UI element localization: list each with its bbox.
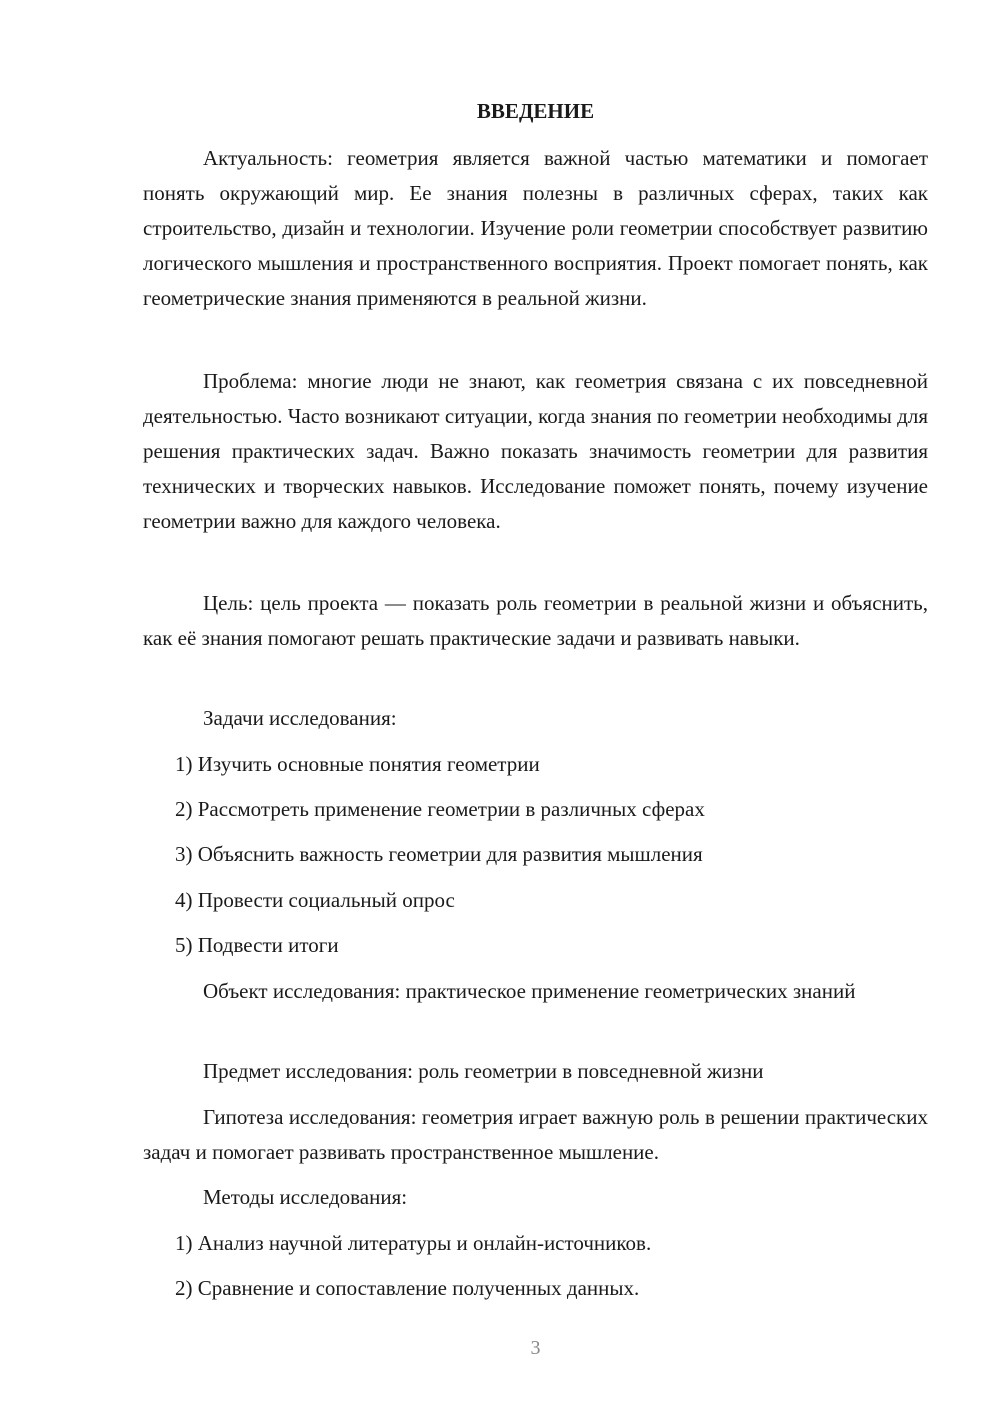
methods-heading: Методы исследования: [203,1185,408,1209]
subject-paragraph: Предмет исследования: роль геометрии в повседневной жизни [203,1059,764,1083]
page-number: 3 [530,1337,541,1359]
hypothesis-paragraph: Гипотеза исследования: геометрия играет важную роль в решении практических задач и помогает развивать пространственное мышление. [143,1105,928,1164]
method-item: 1) Анализ научной литературы и онлайн-источников. [175,1231,652,1255]
task-item: 5) Подвести итоги [175,933,339,957]
object-paragraph: Объект исследования: практическое применение геометрических знаний [203,979,856,1003]
page-title: ВВЕДЕНИЕ [476,99,595,123]
relevance-paragraph: Актуальность: геометрия является важной частью математики и помогает понять окружающий мир. Ее знания полезны в различных сферах, таких как строительство, дизайн и технологии. Изучение роли геометрии способствует развитию логического мышления и пространственного восприятия. Проект помогает понять, как геометрические знания применяются в реальной жизни. [143,146,928,310]
method-item: 2) Сравнение и сопоставление полученных данных. [175,1276,640,1300]
task-item: 1) Изучить основные понятия геометрии [175,752,540,776]
goal-paragraph: Цель: цель проекта — показать роль геометрии в реальной жизни и объяснить, как её знания помогают решать практические задачи и развивать навыки. [143,591,928,650]
problem-paragraph: Проблема: многие люди не знают, как геометрия связана с их повседневной деятельностью. Часто возникают ситуации, когда знания по геометрии необходимы для решения практических задач. Важно показать значимость геометрии для развития технических и творческих навыков. Исследование поможет понять, почему изучение геометрии важно для каждого человека. [143,369,928,533]
task-item: 4) Провести социальный опрос [175,888,455,912]
tasks-heading: Задачи исследования: [203,706,397,730]
task-item: 2) Рассмотреть применение геометрии в различных сферах [175,797,705,821]
task-item: 3) Объяснить важность геометрии для развития мышления [175,842,703,866]
